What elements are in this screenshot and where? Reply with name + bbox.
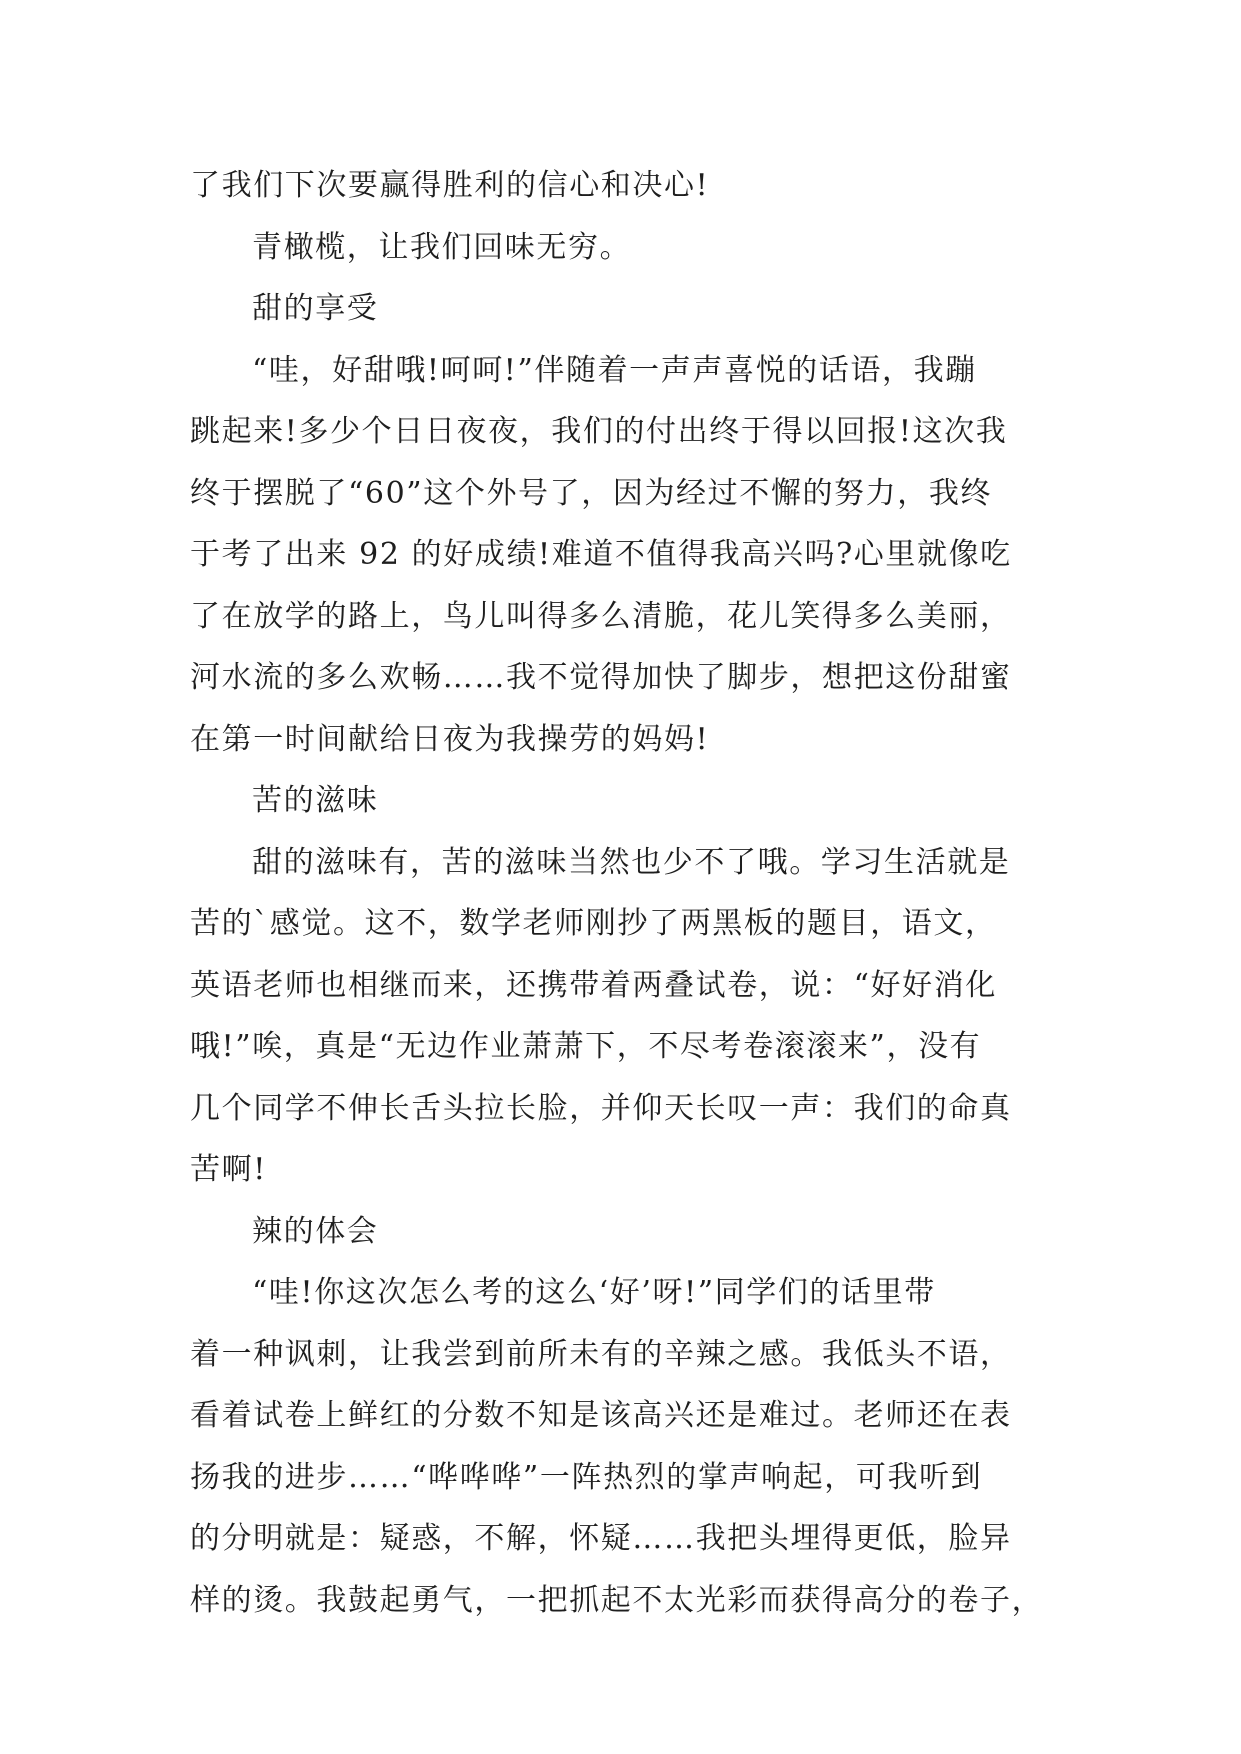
section-heading-sweet: 甜的享受 — [252, 291, 379, 326]
text-line: 苦的`感觉。这不，数学老师刚抄了两黑板的题目，语文， — [190, 906, 997, 941]
text-line: 跳起来!多少个日日夜夜，我们的付出终于得以回报!这次我 — [190, 414, 1008, 449]
section-heading-spicy: 辣的体会 — [252, 1213, 379, 1249]
document-page — [190, 155, 1060, 1631]
text-line: 终于摆脱了“60”这个外号了，因为经过不懈的努力，我终 — [190, 475, 993, 511]
section-heading-bitter: 苦的滋味 — [252, 783, 379, 818]
text-line: 在第一时间献给日夜为我操劳的妈妈! — [190, 721, 710, 757]
text-line: 几个同学不伸长舌头拉长脸，并仰天长叹一声：我们的命真 — [190, 1090, 1012, 1126]
text-line: 着一种讽刺，让我尝到前所未有的辛辣之感。我低头不语， — [190, 1336, 1012, 1372]
text-line: “哇，好甜哦!呵呵!”伴随着一声声喜悦的话语，我蹦 — [252, 352, 977, 388]
text-line: “哇!你这次怎么考的这么‘好’呀!”同学们的话里带 — [252, 1275, 936, 1310]
text-line: 了在放学的路上，鸟儿叫得多么清脆，花儿笑得多么美丽， — [190, 598, 1012, 634]
text-line: 河水流的多么欢畅……我不觉得加快了脚步，想把这份甜蜜 — [190, 660, 1012, 695]
text-line: 于考了出来 92 的好成绩!难道不值得我高兴吗?心里就像吃 — [190, 537, 1012, 572]
text-line: 的分明就是：疑惑，不解，怀疑……我把头埋得更低，脸异 — [190, 1521, 1012, 1556]
text-line: 甜的滋味有，苦的滋味当然也少不了哦。学习生活就是 — [252, 844, 1011, 880]
text-line: 了我们下次要赢得胜利的信心和决心! — [190, 168, 710, 203]
text-line: 看着试卷上鲜红的分数不知是该高兴还是难过。老师还在表 — [190, 1398, 1012, 1433]
text-line: 英语老师也相继而来，还携带着两叠试卷，说：“好好消化 — [190, 967, 997, 1003]
text-line: 样的烫。我鼓起勇气，一把抓起不太光彩而获得高分的卷子， — [190, 1582, 1044, 1618]
text-line: 扬我的进步……“哗哗哗”一阵热烈的掌声响起，可我听到 — [190, 1459, 983, 1495]
text-line: 哦!”唉，真是“无边作业萧萧下，不尽考卷滚滚来”，没有 — [190, 1029, 982, 1064]
text-line: 苦啊! — [190, 1152, 267, 1187]
text-line: 青橄榄，让我们回味无穷。 — [252, 229, 632, 265]
